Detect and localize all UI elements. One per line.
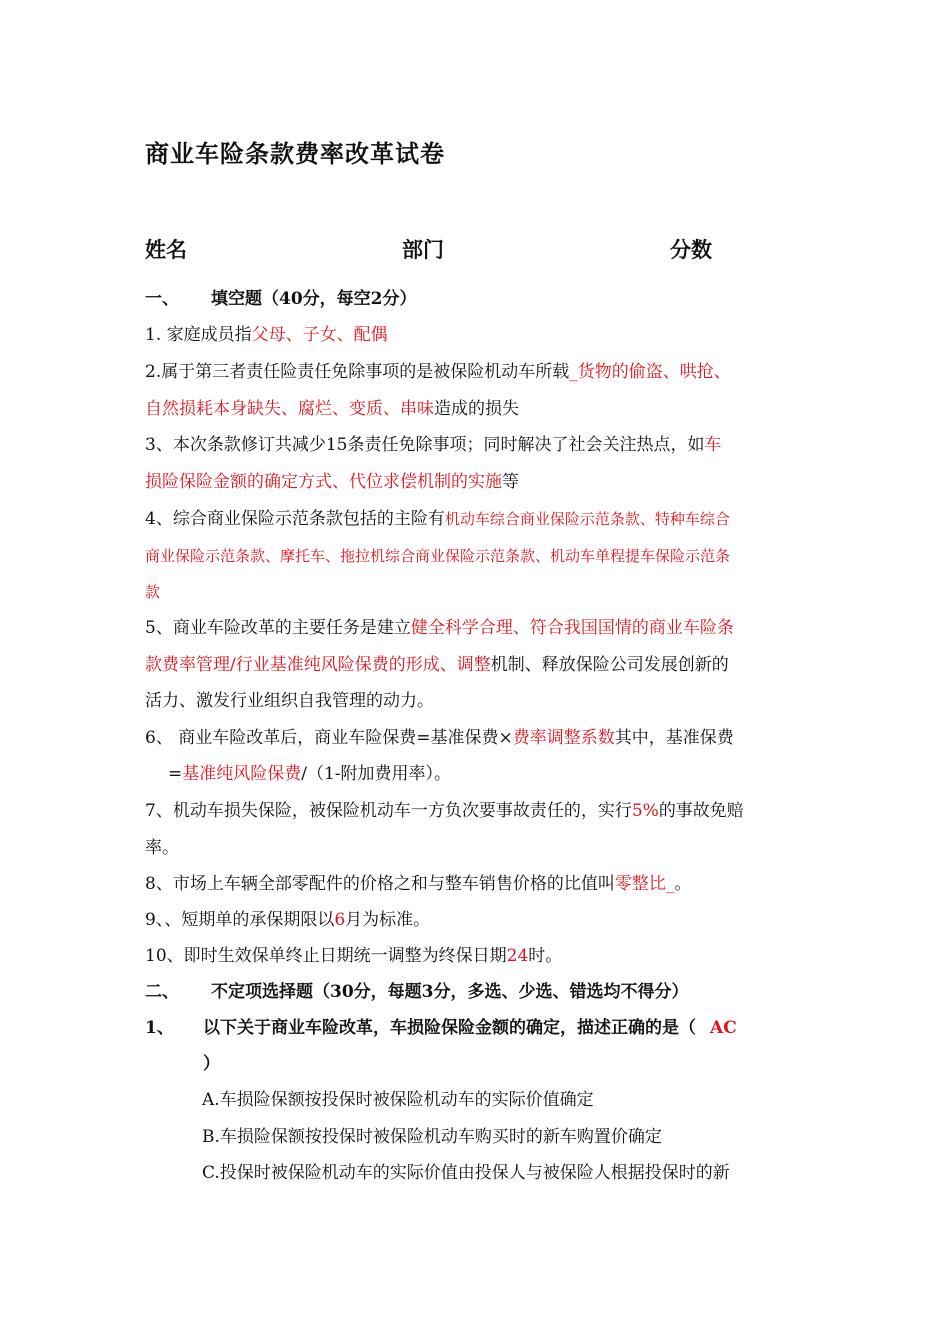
section2-number: 二、 bbox=[145, 982, 179, 1002]
question-6-line1 bbox=[145, 726, 810, 750]
question-1-text: 1. 家庭成员指 bbox=[145, 325, 252, 345]
section1-number: 一、 bbox=[145, 289, 179, 309]
question-7-text: 7、机动车损失保险，被保险机动车一方负次要事故责任的，实行 bbox=[145, 801, 632, 821]
question-2-text-end: 造成的损失 bbox=[434, 399, 519, 419]
question-1-answer: 父母、子女、配偶 bbox=[251, 325, 388, 345]
name-label: 姓名 bbox=[145, 237, 187, 262]
question-7-answer: 5% bbox=[631, 801, 659, 821]
question-5-text-mid: 机制、释放保险公司发展创新的 bbox=[490, 655, 729, 675]
question-7-text-end: 率。 bbox=[145, 838, 179, 858]
choice-question-1-line2 bbox=[203, 1052, 263, 1076]
department-label: 部门 bbox=[402, 237, 444, 262]
section1-heading bbox=[145, 287, 810, 311]
question-7-text-mid: 的事故免赔 bbox=[658, 801, 744, 821]
question-5-text: 5、商业车险改革的主要任务是建立 bbox=[145, 618, 411, 638]
choice-option-a: A.车损险保额按投保时被保险机动车的实际价值确定 bbox=[202, 1090, 594, 1110]
question-6-line2 bbox=[168, 762, 808, 786]
question-9-text-end: 月为标准。 bbox=[345, 910, 431, 930]
question-10-answer: 24 bbox=[506, 946, 529, 966]
question-6-answer-part1: 费率调整系数 bbox=[512, 728, 615, 748]
question-2-text: 2.属于第三者责任险责任免除事项的是被保险机动车所载 bbox=[145, 362, 570, 382]
choice-question-1-number: 1、 bbox=[145, 1018, 174, 1038]
question-4-answer-part1: 机动车综合商业保险示范条款、特种车综合 bbox=[444, 510, 730, 528]
choice-question-1-answer: AC bbox=[710, 1018, 737, 1038]
question-3-line1 bbox=[145, 433, 810, 457]
question-10-text-end: 时。 bbox=[528, 946, 563, 966]
question-2-answer-part2: 自然损耗本身缺失、腐烂、变质、串味 bbox=[145, 399, 434, 419]
section2-title: 不定项选择题（30分，每题3分，多选、少选、错选均不得分） bbox=[211, 982, 689, 1002]
question-3-text-end: 等 bbox=[502, 472, 519, 492]
question-9-answer: 6 bbox=[334, 910, 346, 930]
question-8-text: 8、市场上车辆全部零配件的价格之和与整车销售价格的比值叫 bbox=[145, 874, 615, 894]
question-8-answer: 零整比_ bbox=[614, 874, 675, 894]
question-5-answer-part2: 款费率管理/行业基准纯风险保费的形成、调整 bbox=[145, 655, 491, 675]
question-2-line1 bbox=[145, 360, 810, 384]
choice-option-c: C.投保时被保险机动车的实际价值由投保人与被保险人根据投保时的新 bbox=[202, 1163, 730, 1183]
question-6-equals: = bbox=[168, 764, 183, 784]
page-title: 商业车险条款费率改革试卷 bbox=[145, 139, 445, 168]
question-6-text-mid: 其中，基准保费 bbox=[614, 728, 734, 748]
question-1 bbox=[145, 323, 810, 347]
question-6-text-end: /（1-附加费用率）。 bbox=[301, 764, 452, 784]
question-4-answer-part3: 款 bbox=[145, 583, 161, 601]
question-5-line3 bbox=[145, 689, 810, 713]
question-9 bbox=[145, 908, 810, 932]
question-6-text: 6、 商业车险改革后，商业车险保费=基准保费× bbox=[145, 728, 513, 748]
section2-heading bbox=[145, 980, 810, 1004]
question-5-line1 bbox=[145, 616, 810, 640]
choice-question-1-text: 以下关于商业车险改革，车损险保险金额的确定，描述正确的是（ bbox=[203, 1018, 696, 1038]
question-7-line1 bbox=[145, 799, 810, 823]
question-8 bbox=[145, 872, 810, 896]
question-8-text-end: 。 bbox=[674, 874, 692, 894]
question-4-text: 4、综合商业保险示范条款包括的主险有 bbox=[145, 509, 445, 529]
question-7-line2 bbox=[145, 836, 810, 860]
question-2-line2 bbox=[145, 397, 810, 421]
section1-title: 填空题（40分，每空2分） bbox=[211, 289, 417, 309]
question-2-answer-part1: _货物的偷盗、哄抢、 bbox=[569, 362, 731, 382]
question-4-answer-part2: 商业保险示范条款、摩托车、拖拉机综合商业保险示范条款、机动车单程提车保险示范条 bbox=[145, 547, 731, 565]
question-3-answer-part1: 车 bbox=[704, 435, 722, 455]
question-6-answer-part2: 基准纯风险保费 bbox=[182, 764, 302, 784]
choice-question-1-close-paren: ） bbox=[203, 1054, 220, 1074]
question-10 bbox=[145, 944, 810, 968]
choice-question-1-line1 bbox=[145, 1016, 810, 1040]
question-4-line2 bbox=[145, 544, 810, 568]
question-3-line2 bbox=[145, 470, 810, 494]
question-9-text: 9、、短期单的承保期限以 bbox=[145, 910, 335, 930]
question-5-line2 bbox=[145, 653, 810, 677]
question-4-line3 bbox=[145, 580, 810, 604]
score-label: 分数 bbox=[670, 237, 712, 262]
choice-option-b: B.车损险保额按投保时被保险机动车购买时的新车购置价确定 bbox=[202, 1127, 662, 1147]
question-4-line1 bbox=[145, 507, 810, 531]
question-5-answer-part1: 健全科学合理、符合我国国情的商业车险条 bbox=[410, 618, 734, 638]
question-3-answer-part2: 损险保险金额的确定方式、代位求偿机制的实施 bbox=[145, 472, 502, 492]
question-3-text: 3、本次条款修订共减少15条责任免除事项；同时解决了社会关注热点，如 bbox=[145, 435, 705, 455]
question-5-text-end: 活力、激发行业组织自我管理的动力。 bbox=[145, 691, 434, 711]
question-10-text: 10、即时生效保单终止日期统一调整为终保日期 bbox=[145, 946, 507, 966]
